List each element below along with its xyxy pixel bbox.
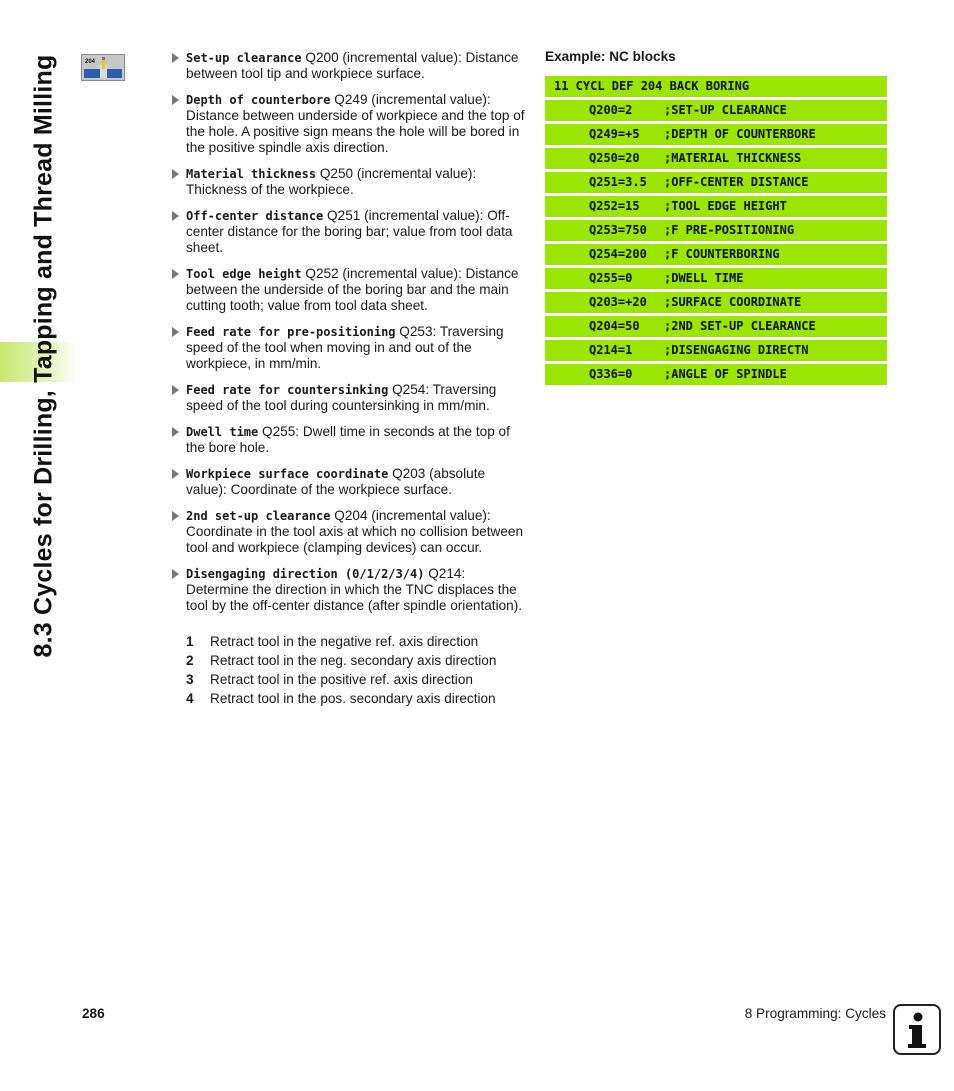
triangle-right-icon xyxy=(172,511,179,521)
nc-block-row xyxy=(545,196,887,217)
nc-comment: ;DISENGAGING DIRECTN xyxy=(664,343,809,357)
option-number: 1 xyxy=(186,634,194,649)
parameter-name: Depth of counterbore xyxy=(186,93,331,107)
parameter-description: Q251 (incremental value): Off-center distance for the boring bar; value from tool data sheet. xyxy=(186,208,513,255)
parameter-item xyxy=(172,208,528,256)
nc-code: Q251=3.5 xyxy=(589,175,647,189)
triangle-right-icon xyxy=(172,569,179,579)
disengaging-options xyxy=(172,634,528,707)
parameter-name: Off-center distance xyxy=(186,209,324,223)
triangle-right-icon xyxy=(172,211,179,221)
nc-code: Q254=200 xyxy=(589,247,647,261)
parameter-item xyxy=(172,424,528,456)
option-number: 2 xyxy=(186,653,194,668)
nc-block-row xyxy=(545,172,887,193)
chapter-footer: 8 Programming: Cycles xyxy=(744,1006,886,1021)
nc-code: Q200=2 xyxy=(589,103,633,117)
parameter-description: Q255: Dwell time in seconds at the top of the bore hole. xyxy=(186,424,510,455)
parameter-item xyxy=(172,508,528,556)
parameter-item xyxy=(172,566,528,614)
nc-comment: ;SURFACE COORDINATE xyxy=(664,295,802,309)
option-text: Retract tool in the neg. secondary axis direction xyxy=(210,653,497,668)
parameter-description: Q200 (incremental value): Distance between tool tip and workpiece surface. xyxy=(186,50,519,81)
nc-code: Q204=50 xyxy=(589,319,640,333)
nc-block-row xyxy=(545,100,887,121)
nc-block-row xyxy=(545,148,887,169)
option-text: Retract tool in the positive ref. axis direction xyxy=(210,672,473,687)
nc-code: Q253=750 xyxy=(589,223,647,237)
nc-code: Q214=1 xyxy=(589,343,633,357)
nc-block-row xyxy=(545,244,887,265)
parameter-name: 2nd set-up clearance xyxy=(186,509,331,523)
parameter-name: Dwell time xyxy=(186,425,259,439)
triangle-right-icon xyxy=(172,269,179,279)
nc-block-row xyxy=(545,268,887,289)
parameter-name: Material thickness xyxy=(186,167,317,181)
parameter-description: Q254: Traversing speed of the tool during countersinking in mm/min. xyxy=(186,382,497,413)
info-icon xyxy=(893,1004,941,1055)
parameter-item xyxy=(172,166,528,198)
nc-comment: ;DWELL TIME xyxy=(664,271,744,285)
nc-block-row xyxy=(545,292,887,313)
nc-block-row xyxy=(545,340,887,361)
triangle-right-icon xyxy=(172,169,179,179)
nc-code: Q252=15 xyxy=(589,199,640,213)
nc-comment: ;ANGLE OF SPINDLE xyxy=(664,367,787,381)
nc-code: Q203=+20 xyxy=(589,295,647,309)
option-number: 3 xyxy=(186,672,194,687)
triangle-right-icon xyxy=(172,469,179,479)
triangle-right-icon xyxy=(172,427,179,437)
nc-code: Q255=0 xyxy=(589,271,633,285)
parameter-description: Q253: Traversing speed of the tool when moving in and out of the workpiece, in mm/min. xyxy=(186,324,504,371)
nc-comment: ;SET-UP CLEARANCE xyxy=(664,103,787,117)
parameter-name: Disengaging direction (0/1/2/3/4) xyxy=(186,567,425,581)
example-panel xyxy=(545,49,887,388)
option-item xyxy=(186,672,528,688)
nc-header-text: 11 CYCL DEF 204 BACK BORING xyxy=(554,79,750,93)
nc-block-row xyxy=(545,364,887,385)
parameter-description: Q249 (incremental value): Distance between underside of workpiece and the top of the hole. A positive sign means the hole will be bored in the positive spindle axis direction. xyxy=(186,92,525,155)
option-item xyxy=(186,691,528,707)
parameter-item xyxy=(172,50,528,82)
parameter-description: Q214: Determine the direction in which the TNC displaces the tool by the off-center distance (after spindle orientation). xyxy=(186,566,523,613)
cycle-204-icon xyxy=(81,54,125,81)
parameter-item xyxy=(172,266,528,314)
parameter-description: Q252 (incremental value): Distance between the underside of the boring bar and the main cutting tooth; value from tool data sheet. xyxy=(186,266,519,313)
parameter-name: Set-up clearance xyxy=(186,51,302,65)
nc-comment: ;TOOL EDGE HEIGHT xyxy=(664,199,787,213)
nc-header-row xyxy=(545,76,887,97)
triangle-right-icon xyxy=(172,95,179,105)
triangle-right-icon xyxy=(172,53,179,63)
parameter-item xyxy=(172,382,528,414)
triangle-right-icon xyxy=(172,327,179,337)
nc-code: Q336=0 xyxy=(589,367,633,381)
parameter-name: Workpiece surface coordinate xyxy=(186,467,389,481)
parameter-list xyxy=(172,50,528,710)
option-number: 4 xyxy=(186,691,194,706)
nc-code: Q250=20 xyxy=(589,151,640,165)
nc-comment: ;OFF-CENTER DISTANCE xyxy=(664,175,809,189)
nc-comment: ;DEPTH OF COUNTERBORE xyxy=(664,127,816,141)
nc-comment: ;2ND SET-UP CLEARANCE xyxy=(664,319,816,333)
parameter-item xyxy=(172,324,528,372)
parameter-description: Q203 (absolute value): Coordinate of the workpiece surface. xyxy=(186,466,486,497)
parameter-name: Feed rate for pre-positioning xyxy=(186,325,396,339)
option-item xyxy=(186,634,528,650)
option-text: Retract tool in the negative ref. axis direction xyxy=(210,634,479,649)
parameter-name: Tool edge height xyxy=(186,267,302,281)
option-item xyxy=(186,653,528,669)
side-section-title: 8.3 Cycles for Drilling, Tapping and Thread Milling xyxy=(29,54,58,658)
nc-comment: ;MATERIAL THICKNESS xyxy=(664,151,802,165)
nc-code: Q249=+5 xyxy=(589,127,640,141)
nc-comment: ;F PRE-POSITIONING xyxy=(664,223,795,237)
parameter-description: Q204 (incremental value): Coordinate in the tool axis at which no collision between tool and workpiece (clamping devices) can occur. xyxy=(186,508,524,555)
parameter-description: Q250 (incremental value): Thickness of the workpiece. xyxy=(186,166,477,197)
cycle-icon-label: 204 xyxy=(85,59,96,65)
parameter-item xyxy=(172,466,528,498)
page-number: 286 xyxy=(82,1006,105,1021)
parameter-name: Feed rate for countersinking xyxy=(186,383,389,397)
triangle-right-icon xyxy=(172,385,179,395)
nc-block-row xyxy=(545,220,887,241)
nc-block-row xyxy=(545,316,887,337)
option-text: Retract tool in the pos. secondary axis direction xyxy=(210,691,496,706)
nc-comment: ;F COUNTERBORING xyxy=(664,247,780,261)
parameter-item xyxy=(172,92,528,156)
example-title: Example: NC blocks xyxy=(545,49,676,64)
nc-block-row xyxy=(545,124,887,145)
